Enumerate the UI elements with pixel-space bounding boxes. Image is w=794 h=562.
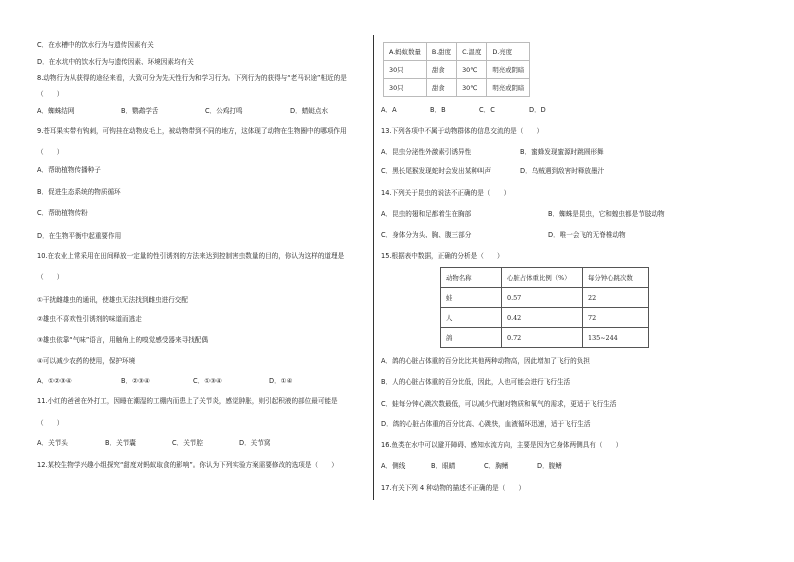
q10-option-c: C．①③④ [193,377,222,385]
table-cell: B.甜度 [426,43,456,61]
q8-option-a: A．蜘蛛结网 [37,107,75,115]
q10-option-a: A．①②③④ [37,377,72,385]
q15-option-c: C．蛙每分钟心跳次数最低，可以减少代谢对物质和氧气的需求，更适于飞行生活 [381,400,617,408]
table-cell: D.亮度 [487,43,530,61]
q7-option-c: C．在水槽中的饮水行为与遗传因素有关 [37,41,154,49]
table-cell: A.蚂蚁数量 [384,43,427,61]
q10-item-4: ④可以减少农药的使用，保护环境 [37,357,136,365]
table-cell: 心脏占体重比例（%） [502,268,583,288]
q14-option-b: B．蜘蛛是昆虫，它和蝗虫都是节肢动物 [548,210,665,218]
q12-option-b: B．B [430,106,446,114]
table-cell: 明亮或阴暗 [487,61,530,79]
table-cell: 明亮或阴暗 [487,79,530,97]
q12-option-d: D．D [529,106,546,114]
q8-option-c: C．公鸡打鸣 [205,107,243,115]
q14-option-d: D．唯一会飞的无脊椎动物 [548,231,626,239]
table-cell: 甜食 [426,61,456,79]
q12-option-a: A．A [381,106,397,114]
q16-option-b: B．眼睛 [431,462,456,470]
q9-option-c: C．帮助植物传粉 [37,209,88,217]
table-cell: 0.42 [502,308,583,328]
table-cell: 鸽 [441,328,502,348]
q11-option-a: A．关节头 [37,439,68,447]
table-cell: 动物名称 [441,268,502,288]
answer-paren: （ ） [37,148,64,156]
q7-option-d: D．在水坑中的饮水行为与遗传因素、环境因素均有关 [37,58,194,66]
q10-option-d: D．①④ [269,377,293,385]
table-cell: 0.57 [502,288,583,308]
q11-option-b: B．关节囊 [105,439,136,447]
q16-option-d: D．腹鳍 [537,462,562,470]
table-cell: 人 [441,308,502,328]
table-cell: 蛙 [441,288,502,308]
table-cell: 30只 [384,61,427,79]
table-row [441,268,649,288]
q15-option-b: B．人的心脏占体重的百分比低，因此，人也可能会进行飞行生活 [381,378,571,386]
column-divider [373,35,374,500]
question-17: 17.有关下列 4 种动物的描述不正确的是（ ） [381,484,526,492]
table-cell: C.温度 [457,43,487,61]
q14-option-a: A．昆虫的翅和足都着生在胸部 [381,210,472,218]
q13-option-a: A．昆虫分泌性外激素引诱异性 [381,148,472,156]
experiment-table [383,42,530,97]
question-14: 14.下列关于昆虫的说法不正确的是（ ） [381,189,511,197]
answer-paren: （ ） [37,90,64,98]
q12-option-c: C．C [479,106,495,114]
q8-option-d: D．蜻蜓点水 [290,107,329,115]
table-cell: 72 [583,308,649,328]
q11-option-d: D．关节窝 [239,439,271,447]
question-11: 11.小红的爸爸在外打工，因睡在潮湿的工棚内而患上了关节炎，感觉肿胀，则引起积液的部位最可能是 [37,397,338,405]
question-9: 9.苍耳果实带有钩刺，可钩挂在动物皮毛上，被动物带到不同的地方，这体现了动物在生物圈中的哪项作用 [37,127,347,135]
table-row [384,43,530,61]
q9-option-a: A．帮助植物传播种子 [37,166,101,174]
table-cell: 每分钟心跳次数 [583,268,649,288]
table-row [441,288,649,308]
question-15: 15.根据表中数据，正确的分析是（ ） [381,252,504,260]
q9-option-b: B．促进生态系统的物质循环 [37,188,121,196]
answer-paren: （ ） [37,273,64,281]
table-row [384,79,530,97]
q16-option-a: A．侧线 [381,462,406,470]
q11-option-c: C．关节腔 [172,439,203,447]
question-8: 8.动物行为从获得的途径来看，大致可分为先天性行为和学习行为。下列行为的获得与“老马识途”相近的是 [37,74,347,82]
q15-option-d: D．鸽的心脏占体重的百分比高、心跳快，血液循环迅速，适于飞行生活 [381,420,591,428]
question-12: 12.某校生物学兴趣小组探究“甜度对蚂蚁取食的影响”。你认为下列实验方案需要修改的选项是（ ） [37,461,338,469]
q10-item-3: ③雄虫依靠“气味”语言，用触角上的嗅觉感受器来寻找配偶 [37,336,208,344]
table-cell: 30只 [384,79,427,97]
q13-option-b: B．蜜蜂发现蜜源时跳圆形舞 [520,148,604,156]
table-cell: 0.72 [502,328,583,348]
table-row [441,308,649,328]
table-row [384,61,530,79]
q10-option-b: B．②③④ [121,377,150,385]
table-row [441,328,649,348]
table-cell: 135~244 [583,328,649,348]
answer-paren: （ ） [37,419,64,427]
heart-data-table [440,267,649,348]
table-cell: 30℃ [457,61,487,79]
q15-option-a: A．鸽的心脏占体重的百分比比其他两种动物高，因此增加了飞行的负担 [381,357,590,365]
q14-option-c: C．身体分为头、胸、腹三部分 [381,231,472,239]
table-cell: 30℃ [457,79,487,97]
question-10: 10.在农业上常采用在田间释放一定量的性引诱剂的方法来达到控制害虫数量的目的，你认为这样的道理是 [37,252,345,260]
q10-item-1: ①干扰雌雄虫的通讯，使雄虫无法找到雌虫进行交配 [37,296,188,304]
q10-item-2: ②雄虫不喜欢性引诱剂的味道而逃走 [37,315,142,323]
question-16: 16.鱼类在水中可以避开障碍、感知水流方向，主要是因为它身体两侧具有（ ） [381,441,623,449]
table-cell: 甜食 [426,79,456,97]
q13-option-c: C．黑长尾猴发现蛇时会发出某种叫声 [381,167,492,175]
question-13: 13.下列各项中不属于动物群体的信息交流的是（ ） [381,127,544,135]
table-cell: 22 [583,288,649,308]
q9-option-d: D．在生物平衡中起重要作用 [37,232,122,240]
q13-option-d: D．乌贼遇到敌害时释放墨汁 [520,167,605,175]
q8-option-b: B．鹦鹉学舌 [121,107,159,115]
q16-option-c: C．胸鳍 [484,462,509,470]
